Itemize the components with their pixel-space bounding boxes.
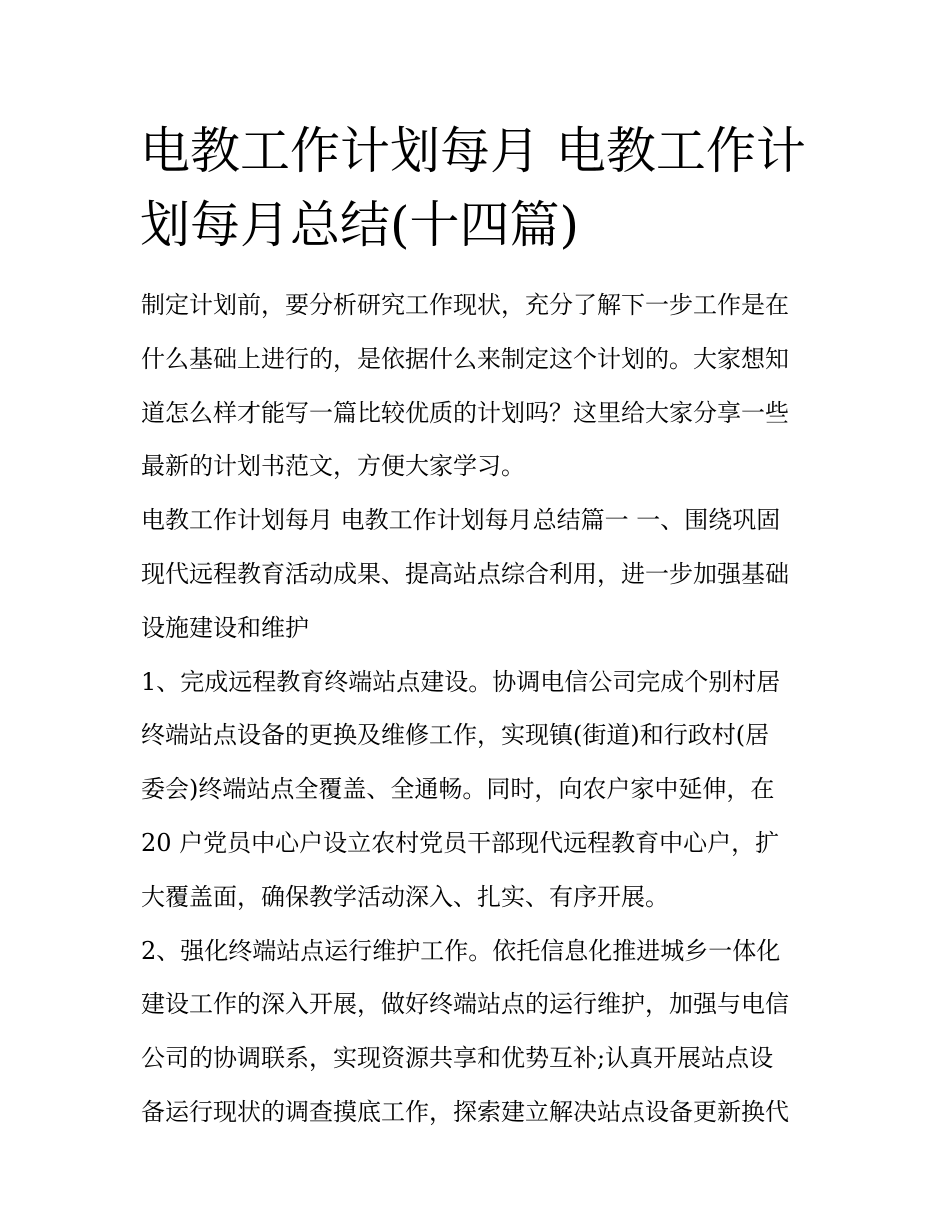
body-line: 设施建设和维护 xyxy=(141,613,309,642)
body-line: 公司的协调联系，实现资源共享和优势互补;认真开展站点设 xyxy=(141,1044,774,1073)
document-title xyxy=(140,114,820,262)
body-line: 制定计划前，要分析研究工作现状，充分了解下一步工作是在 xyxy=(141,291,789,319)
body-line: 最新的计划书范文，方便大家学习。 xyxy=(141,452,525,481)
title-line: 划每月总结(十四篇) xyxy=(140,196,580,254)
body-line: 建设工作的深入开展，做好终端站点的运行维护，加强与电信 xyxy=(141,990,789,1019)
document-body xyxy=(141,279,831,1140)
body-line: 电教工作计划每月 电教工作计划每月总结篇一 一、围绕巩固 xyxy=(141,506,781,535)
body-line: 备运行现状的调查摸底工作，探索建立解决站点设备更新换代 xyxy=(141,1097,789,1126)
body-line: 大覆盖面，确保教学活动深入、扎实、有序开展。 xyxy=(141,882,669,911)
body-line: 委会)终端站点全覆盖、全通畅。同时，向农户家中延伸，在 xyxy=(141,775,775,804)
body-line: 20 户党员中心户设立农村党员干部现代远程教育中心户，扩 xyxy=(141,828,780,857)
body-line: 什么基础上进行的，是依据什么来制定这个计划的。大家想知 xyxy=(141,344,789,373)
body-line: 现代远程教育活动成果、提高站点综合利用，进一步加强基础 xyxy=(141,559,789,588)
title-line: 电教工作计划每月 电教工作计 xyxy=(140,122,806,180)
body-line: 道怎么样才能写一篇比较优质的计划吗？这里给大家分享一些 xyxy=(141,398,789,427)
body-line: 2、强化终端站点运行维护工作。依托信息化推进城乡一体化 xyxy=(141,936,781,965)
body-line: 1、完成远程教育终端站点建设。协调电信公司完成个别村居 xyxy=(141,667,781,696)
body-line: 终端站点设备的更换及维修工作，实现镇(街道)和行政村(居 xyxy=(141,721,770,750)
